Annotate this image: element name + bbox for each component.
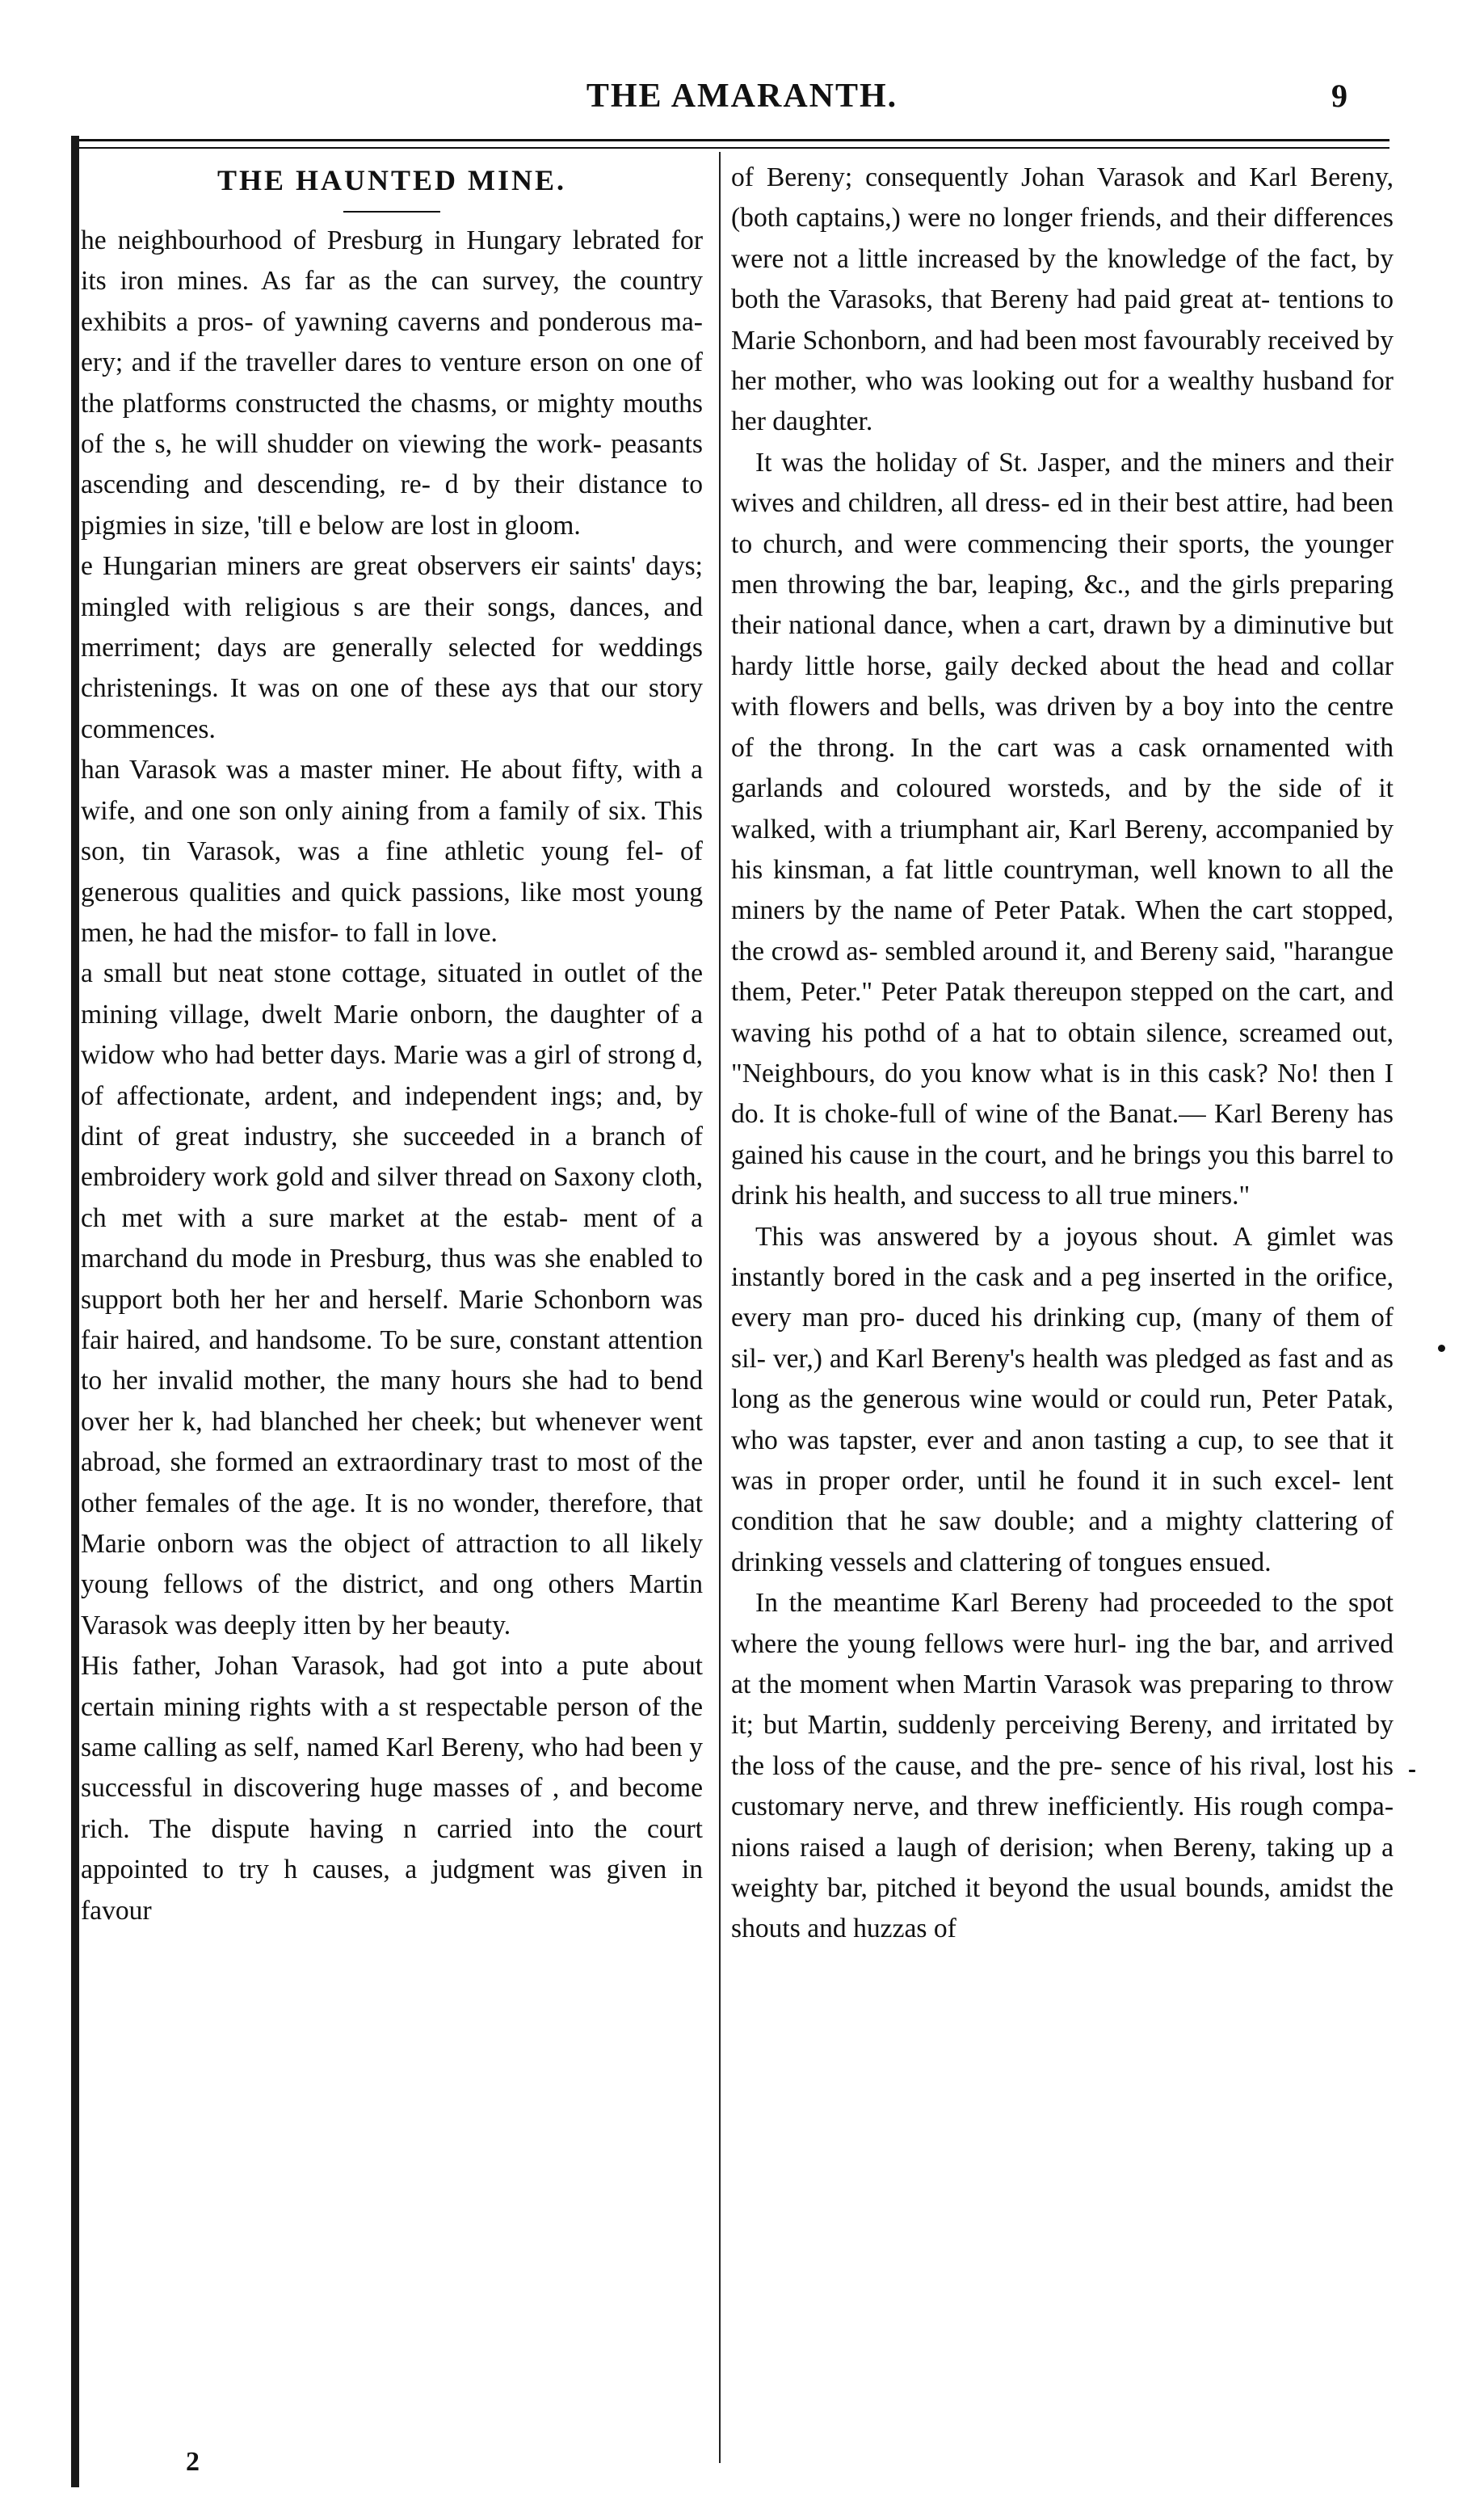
paragraph: han Varasok was a master miner. He about fifty, with a wife, and one son only aining from a family of six. This son, tin Varasok, was a fine athletic young fel- of generous qualities and quick passions, like most young men, he had the misfor- to fall in love. bbox=[81, 755, 703, 948]
paragraph: e Hungarian miners are great observers eir saints' days; mingled with religious s are their songs, dances, and merriment; days are generally selected for weddings christenings. It was on one of these ays that our story commences. bbox=[81, 551, 703, 744]
title-rule bbox=[343, 211, 440, 213]
header-rule bbox=[73, 139, 1389, 141]
margin-dot bbox=[1438, 1345, 1445, 1352]
binding-edge bbox=[71, 136, 79, 2487]
paragraph: His father, Johan Varasok, had got into a pute about certain mining rights with a st respectable person of the same calling as self, named Karl Bereny, who had been y successful in discovering huge masses of , and become rich. The dispute having n carried into the court appointed to try h causes, a judgment was given in favour bbox=[81, 1651, 703, 1926]
header-rule-thin bbox=[73, 147, 1389, 149]
margin-dot bbox=[1409, 1770, 1415, 1772]
paragraph: In the meantime Karl Bereny had proceeded to the spot where the young fellows were hurl- ing the bar, and arrived at the moment when Martin Varasok was preparing to throw it; but Martin, suddenly perceiving Bereny, and irritated by the loss of the cause, and the pre- sence of his rival, lost his customary nerve, and threw inefficiently. His rough compa- nions raised a laugh of derision; when Bereny, taking up a weighty bar, pitched it beyond the usual bounds, amidst the shouts and huzzas of bbox=[731, 1588, 1394, 1944]
paragraph: of Bereny; consequently Johan Varasok and Karl Bereny, (both captains,) were no longer friends, and their differences were not a little increased by the knowledge of the fact, by both the Varasoks, that Bereny had paid great at- tentions to Marie Schonborn, and had been most favourably received by her mother, who was looking out for a wealthy husband for her daughter. bbox=[731, 162, 1394, 437]
running-head bbox=[0, 77, 1484, 125]
paragraph: a small but neat stone cottage, situated in outlet of the mining village, dwelt Marie onborn, the daughter of a widow who had better days. Marie was a girl of strong d, of affectionate, ardent, and independent ings; and, by dint of great industry, she succeeded in a branch of embroidery work gold and silver thread on Saxony cloth, ch met with a sure market at the estab- ment of a marchand du mode in Presburg, thus was she enabled to support both her her and herself. Marie Schonborn was fair haired, and handsome. To be sure, constant attention to her invalid mother, the many hours she had to bend over her k, had blanched her cheek; but whenever went abroad, she formed an extraordinary trast to most of the other females of the age. It is no wonder, therefore, that Marie onborn was the object of attraction to all likely young fellows of the district, and ong others Martin Varasok was deeply itten by her beauty. bbox=[81, 958, 703, 1640]
signature-mark: 2 bbox=[186, 2447, 200, 2477]
paragraph: It was the holiday of St. Jasper, and the miners and their wives and children, all dress- ed in their best attire, had been to church, and were commencing their sports, the younger men throwing the bar, leaping, &c., and the girls preparing their national dance, when a cart, drawn by a diminutive but hardy little horse, gaily decked about the head and collar with flowers and bells, was driven by a boy into the centre of the throng. In the cart was a cask ornamented with garlands and coloured worsteds, and by the side of it walked, with a triumphant air, Karl Bereny, accompanied by his kinsman, a fat little countryman, well known to all the miners by the name of Peter Patak. When the cart stopped, the crowd as- sembled around it, and Bereny said, "harangue them, Peter." Peter Patak thereupon stepped on the cart, and waving his pothd of a hat to obtain silence, screamed out, "Neighbours, do you know what is in this cask? No! then I do. It is choke-full of wine of the Banat.— Karl Bereny has gained his cause in the court, and he brings you this barrel to drink his health, and success to all true miners." bbox=[731, 447, 1394, 1211]
column-divider bbox=[719, 152, 721, 2463]
journal-title: THE AMARANTH. bbox=[586, 78, 898, 115]
paragraph: This was answered by a joyous shout. A gimlet was instantly bored in the cask and a peg inserted in the orifice, every man pro- duced his drinking cup, (many of them of sil- ver,) and Karl Bereny's health was pledged as fast and as long as the generous wine would or could run, Peter Patak, who was tapster, ever and anon tasting a cup, to see that it was in proper order, until he found it in such excel- lent condition that he saw double; and a mighty clattering of drinking vessels and clattering of tongues ensued. bbox=[731, 1221, 1394, 1577]
paragraph: he neighbourhood of Presburg in Hungary lebrated for its iron mines. As far as the can survey, the country exhibits a pros- of yawning caverns and ponderous ma- ery; and if the traveller dares to venture erson on one of the platforms constructed the chasms, or mighty mouths of the s, he will shudder on viewing the work- peasants ascending and descending, re- d by their distance to pigmies in size, 'till e below are lost in gloom. bbox=[81, 225, 703, 541]
article-title: THE HAUNTED MINE. bbox=[217, 164, 567, 196]
page-number: 9 bbox=[1331, 78, 1347, 114]
right-column bbox=[731, 158, 1394, 2485]
left-column bbox=[81, 158, 703, 2485]
